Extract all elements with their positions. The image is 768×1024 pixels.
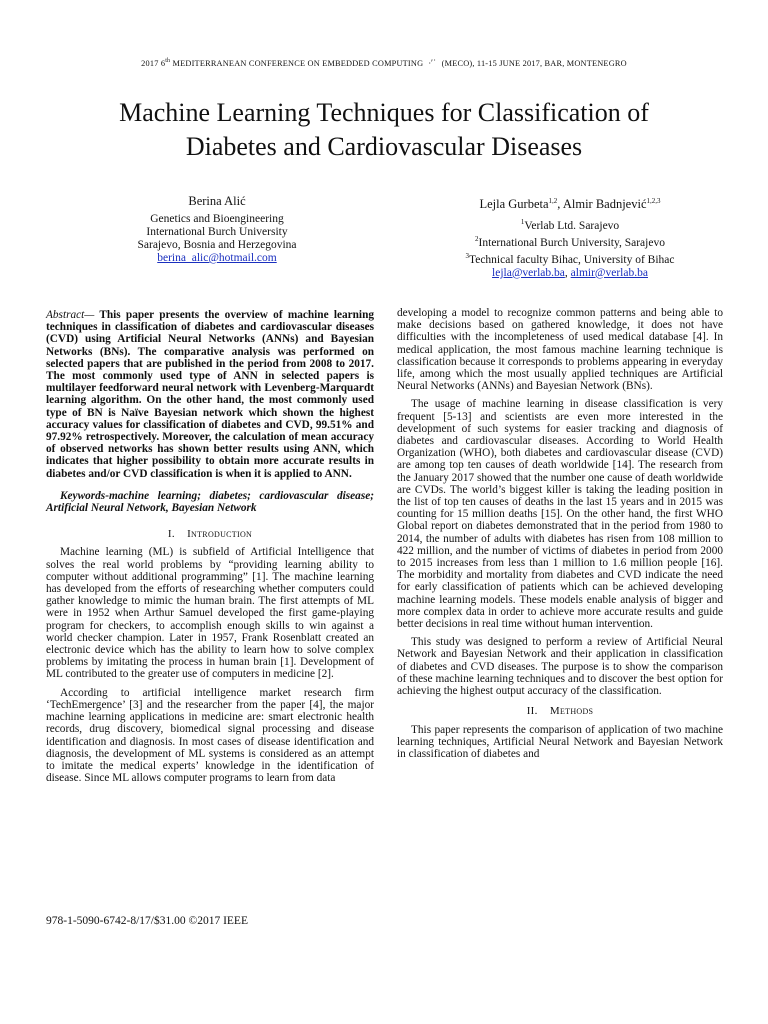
keywords: Keywords-machine learning; diabetes; cardiovascular disease; Artificial Neural Network, Bayesian Network — [46, 489, 374, 515]
email-line: lejla@verlab.ba, almir@verlab.ba — [492, 266, 648, 279]
abstract-text: This paper presents the overview of machine learning techniques in classification of diabetes and cardiovascular diseases (CVD) using Artificial Neural Networks (ANNs) and Bayesian Networks (BNs). The comparative analysis was performed on selected papers that are published in the period from 2008 to 2017. The most commonly used type of ANN in selected papers is multilayer feedforward neural network with Levenberg-Marquardt learning algorithm. On the other hand, the most commonly used type of BN is Naïve Bayesian network which shown the highest accuracy values for classification of diabetes and CVD, 99.51% and 97.92% retrospectively. Moreover, the calculation of mean accuracy of observed networks has shown better results using ANN, which indicates that higher possibility to obtain more accurate results in diabetes and/or CVD classification is when it is applied to ANN. — [46, 309, 374, 480]
author-name: Almir Badnjević — [562, 197, 647, 212]
author-names — [425, 194, 715, 212]
affiliation-line: Genetics and Bioengineering — [150, 213, 284, 225]
conference-details: (MECO), 11-15 JUNE 2017, BAR, MONTENEGRO — [441, 59, 627, 68]
left-column — [46, 309, 374, 790]
paragraph: According to artificial intelligence market research firm ‘TechEmergence’ [3] and the researcher from the paper [4], the major machine learning applications in medicine are: smart electronic health records, drug discovery, biomedical signal processing and disease identification and diagnosis. In most cases of disease identification and diagnosis, the development of ML systems is considered as an attempt to imitate the medical experts’ knowledge in the identification of disease. Since ML allows computer programs to learn from data — [46, 686, 374, 785]
affiliation-line: Sarajevo, Bosnia and Herzegovina — [137, 239, 297, 251]
paragraph: developing a model to recognize common patterns and being able to make decisions based on gathered knowledge, it does not have difficulties with the incompleteness of used medical database [4]. In medical application, the most famous machine learning technique is classification because it corresponds to problems appearing in everyday life, among which the most usually applied techniques are Artificial Neural Networks (ANNs) and Bayesian Network (BNs). — [397, 307, 723, 393]
right-column — [397, 307, 723, 766]
copyright-footer: 978-1-5090-6742-8/17/$31.00 ©2017 IEEE — [46, 915, 248, 927]
affiliation-line: $^2$International Burch University, Sarajevo — [475, 234, 665, 249]
conference-header — [0, 58, 768, 68]
author-name: Berina Alić — [188, 194, 246, 208]
section-heading-methods: II. Methods — [526, 705, 594, 718]
conference-year: 2017 6 — [141, 59, 166, 68]
affiliation-line: International Burch University — [146, 226, 288, 238]
paragraph: Machine learning (ML) is subfield of Artificial Intelligence that solves the real world problems by “providing learning ability to computer without additional programming” [1]. The machine learning has developed from the efforts of researching whether computers could gather knowledge to mimic the human brain. The first attempts of ML were in 1952 when Arthur Samuel developed the first game-playing program for checkers, to accomplish enough skills to win against a world checker champion. Later in 1957, Frank Rosenblatt created an electronic device which has the ability to learn how to solve complex problems by imitating the process in human brain [1]. Development of ML contributed to the greater use of computers in medicine [2]. — [46, 546, 374, 681]
conference-name: MEDITERRANEAN CONFERENCE ON EMBEDDED COMPUTING — [172, 59, 424, 68]
title-line-2: Diabetes and Cardiovascular Diseases — [185, 132, 583, 161]
affiliation-line: $^1$Verlab Ltd. Sarajevo — [520, 218, 620, 232]
paragraph: This paper represents the comparison of application of two machine learning techniques, Artificial Neural Network and Bayesian Network in classification of diabetes and — [397, 723, 723, 760]
author-block-right — [425, 194, 715, 280]
author-block-left — [100, 194, 334, 265]
paragraph: The usage of machine learning in disease classification is very frequent [5-13] and scientists are even more interested in the development of such systems for easier tracking and diagnosis of diabetes and cardiovascular diseases. According to World Health Organization (WHO), both diabetes and cardiovascular disease (CVD) are among top ten causes of death worldwide [14]. The research from the January 2017 showed that the number one cause of death worldwide are CVDs. The world’s biggest killer is taking the leading position in the list of top ten causes of deaths in the last 15 years and in 2015 was counting for 15 million deaths [15]. On the other hand, the first WHO Global report on diabetes demonstrated that in the period from 1980 to 2014, the number of adults with diabetes has risen from 108 million to 422 million, and the number of victims of diabetes in period from 2000 to 2015 increases from less than 1 million to 1.6 million people [16]. The morbidity and mortality from diabetes and CVD indicate the need for early classification of patients which can be achieved developing machine learning models. These models enable analysis of bigger and more complex data in order to achieve more accurate results and guide better decisions in real time without human intervention. — [397, 398, 723, 631]
author-email-link[interactable]: lejla@verlab.ba — [492, 266, 565, 279]
paragraph: This study was designed to perform a review of Artificial Neural Network and Bayesian Network and their application in classification of diabetes and CVD diseases. The purpose is to show the comparison of these machine learning techniques and to discover the best option for achieving the highest output accuracy of the classification. — [397, 636, 723, 698]
paper-title — [30, 96, 738, 164]
author-affiliation-marker: 1,2,3 — [646, 197, 661, 205]
conference-ordinal: th — [165, 58, 171, 65]
meco-logo-icon: ∙′˙ — [428, 58, 437, 68]
author-email-link[interactable]: almir@verlab.ba — [570, 266, 648, 279]
abstract-label: Abstract— — [46, 309, 95, 321]
author-name: Lejla Gurbeta — [479, 197, 549, 212]
author-email-link[interactable]: berina_alic@hotmail.com — [157, 252, 277, 264]
abstract — [46, 309, 374, 480]
author-separator: , — [557, 197, 563, 212]
author-affiliation-marker: 1,2 — [548, 197, 558, 205]
affiliation-line: $^3$Technical faculty Bihac, University of Bihac — [465, 251, 675, 266]
section-heading-introduction: I. Introduction — [167, 528, 253, 541]
title-line-1: Machine Learning Techniques for Classification of — [119, 98, 649, 127]
